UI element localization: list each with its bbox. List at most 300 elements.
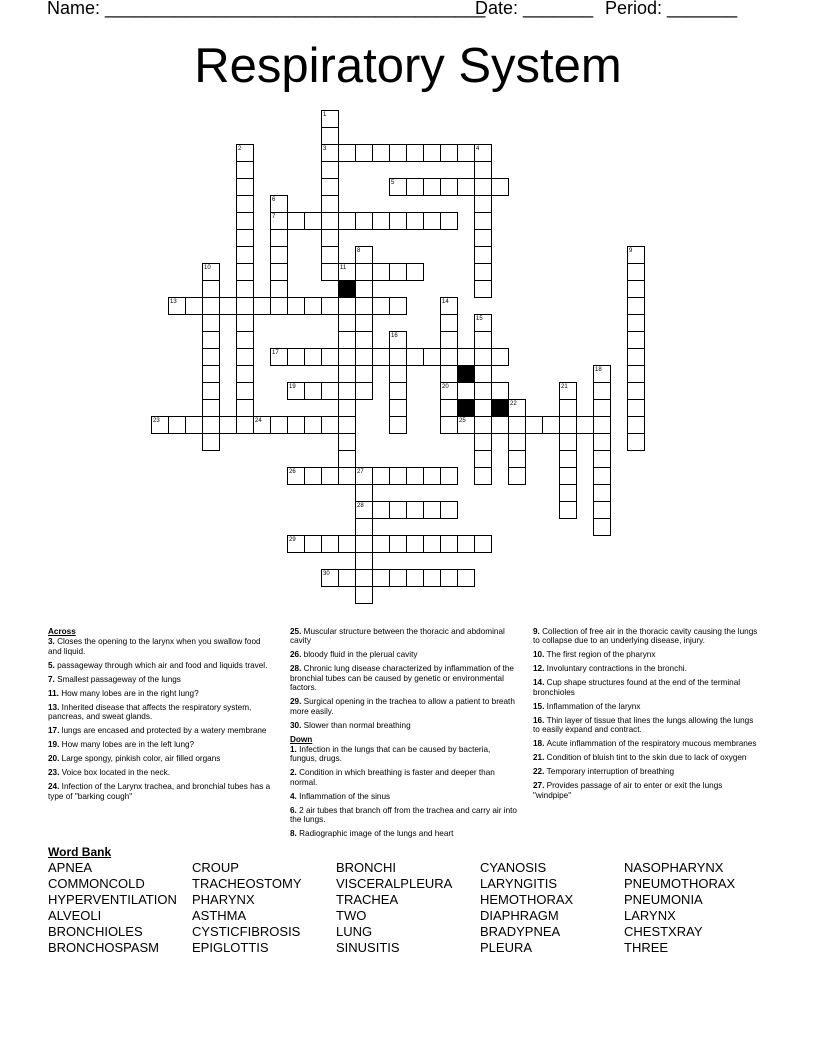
grid-cell[interactable] xyxy=(304,535,322,553)
grid-cell[interactable] xyxy=(474,229,492,247)
grid-cell[interactable] xyxy=(355,365,373,383)
clue-number: 16 xyxy=(391,333,398,339)
grid-cell[interactable] xyxy=(389,297,407,315)
clue-number-label: 6. xyxy=(290,805,300,815)
grid-cell[interactable] xyxy=(236,212,254,230)
grid-cell[interactable] xyxy=(321,382,339,400)
grid-cell[interactable] xyxy=(338,382,356,400)
grid-cell[interactable] xyxy=(355,518,373,536)
clue-number: 4 xyxy=(476,146,480,152)
clue-text: Cup shape structures found at the end of the terminal bronchioles xyxy=(533,678,741,697)
grid-cell[interactable] xyxy=(474,467,492,485)
grid-cell[interactable] xyxy=(627,297,645,315)
grid-cell[interactable] xyxy=(372,535,390,553)
grid-cell[interactable] xyxy=(440,178,458,196)
grid-cell[interactable] xyxy=(440,144,458,162)
clue-number: 6 xyxy=(272,197,276,203)
grid-cell[interactable] xyxy=(593,484,611,502)
grid-cell[interactable] xyxy=(236,314,254,332)
grid-cell[interactable] xyxy=(236,263,254,281)
clue-number-label: 2. xyxy=(290,768,300,778)
grid-cell[interactable] xyxy=(168,416,186,434)
clue-text: Infection of the Larynx trachea, and bronchial tubes has a type of "barking cough" xyxy=(48,782,271,801)
grid-cell[interactable] xyxy=(389,416,407,434)
grid-cell[interactable] xyxy=(219,297,237,315)
grid-cell[interactable] xyxy=(627,433,645,451)
grid-cell[interactable] xyxy=(355,144,373,162)
grid-cell[interactable] xyxy=(219,416,237,434)
grid-cell[interactable] xyxy=(627,263,645,281)
grid-cell[interactable] xyxy=(321,229,339,247)
grid-cell[interactable] xyxy=(236,348,254,366)
grid-cell[interactable] xyxy=(559,501,577,519)
grid-cell[interactable] xyxy=(627,280,645,298)
grid-cell[interactable] xyxy=(236,178,254,196)
grid-cell[interactable] xyxy=(423,348,441,366)
grid-cell[interactable] xyxy=(372,297,390,315)
grid-cell[interactable] xyxy=(355,297,373,315)
grid-cell[interactable] xyxy=(321,195,339,213)
grid-cell[interactable] xyxy=(474,382,492,400)
grid-cell[interactable] xyxy=(559,484,577,502)
grid-cell[interactable] xyxy=(593,450,611,468)
grid-cell[interactable] xyxy=(576,416,594,434)
grid-cell[interactable] xyxy=(202,348,220,366)
word-bank-title: Word Bank xyxy=(48,845,112,859)
grid-cell[interactable] xyxy=(270,263,288,281)
grid-cell[interactable] xyxy=(474,280,492,298)
grid-cell[interactable] xyxy=(593,467,611,485)
grid-cell[interactable] xyxy=(389,501,407,519)
grid-cell[interactable] xyxy=(440,212,458,230)
clue-number-label: 26. xyxy=(290,650,304,660)
grid-cell[interactable] xyxy=(355,552,373,570)
grid-cell[interactable] xyxy=(372,263,390,281)
grid-cell[interactable] xyxy=(321,212,339,230)
clue-number-label: 20. xyxy=(48,754,62,764)
grid-cell[interactable] xyxy=(355,484,373,502)
grid-cell[interactable] xyxy=(321,178,339,196)
grid-cell[interactable] xyxy=(627,365,645,383)
grid-cell[interactable] xyxy=(321,297,339,315)
grid-cell[interactable] xyxy=(304,297,322,315)
word-bank-item: CROUP xyxy=(192,860,239,875)
clue-number: 26 xyxy=(289,469,296,475)
black-square xyxy=(457,365,475,383)
clue-text: Chronic lung disease characterized by inflammation of the bronchial tubes can be caused by genetic or environmental factors. xyxy=(290,664,514,693)
grid-cell[interactable] xyxy=(389,348,407,366)
grid-cell[interactable] xyxy=(236,382,254,400)
grid-cell[interactable] xyxy=(355,569,373,587)
clue-text: Temporary interruption of breathing xyxy=(546,767,675,777)
clue-text: Thin layer of tissue that lines the lungs allowing the lungs to easily expand and contract. xyxy=(533,715,754,735)
grid-cell[interactable] xyxy=(338,467,356,485)
grid-cell[interactable] xyxy=(287,297,305,315)
grid-cell[interactable] xyxy=(593,501,611,519)
grid-cell[interactable] xyxy=(304,348,322,366)
grid-cell[interactable] xyxy=(338,314,356,332)
grid-cell[interactable] xyxy=(457,382,475,400)
grid-cell[interactable] xyxy=(304,382,322,400)
grid-cell[interactable] xyxy=(389,467,407,485)
grid-cell[interactable] xyxy=(270,297,288,315)
grid-cell[interactable] xyxy=(355,348,373,366)
word-bank-item: LARYNX xyxy=(624,908,676,923)
down-clue xyxy=(290,792,518,801)
grid-cell[interactable] xyxy=(491,178,509,196)
grid-cell[interactable] xyxy=(185,416,203,434)
across-clue xyxy=(48,782,276,801)
grid-cell[interactable] xyxy=(236,399,254,417)
grid-cell[interactable] xyxy=(338,348,356,366)
word-bank-item: SINUSITIS xyxy=(336,940,400,955)
grid-cell[interactable] xyxy=(338,535,356,553)
grid-cell[interactable] xyxy=(423,178,441,196)
grid-cell[interactable] xyxy=(236,365,254,383)
across-clue xyxy=(48,740,276,749)
grid-cell[interactable] xyxy=(355,314,373,332)
clue-text: Large spongy, pinkish color, air filled organs xyxy=(61,754,221,764)
grid-cell[interactable] xyxy=(474,331,492,349)
across-clue xyxy=(48,768,276,777)
clue-number-label: 29. xyxy=(290,697,304,707)
grid-cell[interactable] xyxy=(491,348,509,366)
grid-cell[interactable] xyxy=(474,161,492,179)
clue-text: Collection of free air in the thoracic cavity causing the lungs to collapse due to an underlying disease, injury. xyxy=(533,627,758,646)
clue-number-label: 1. xyxy=(290,745,300,755)
grid-cell[interactable] xyxy=(270,416,288,434)
grid-cell[interactable] xyxy=(287,416,305,434)
clue-number-label: 3. xyxy=(48,637,58,647)
grid-cell[interactable] xyxy=(406,144,424,162)
grid-cell[interactable] xyxy=(338,416,356,434)
grid-cell[interactable] xyxy=(321,535,339,553)
grid-cell[interactable] xyxy=(593,399,611,417)
grid-cell[interactable] xyxy=(474,348,492,366)
grid-cell[interactable] xyxy=(236,331,254,349)
grid-cell[interactable] xyxy=(372,569,390,587)
across-clue xyxy=(290,664,518,692)
clue-text: Inflammation of the sinus xyxy=(299,791,391,801)
date-field-label[interactable]: Date: _______ xyxy=(475,0,594,18)
grid-cell[interactable] xyxy=(202,416,220,434)
grid-cell[interactable] xyxy=(440,365,458,383)
clue-number: 13 xyxy=(170,299,177,305)
grid-cell[interactable] xyxy=(508,450,526,468)
word-bank-item: CYANOSIS xyxy=(480,860,547,875)
grid-cell[interactable] xyxy=(372,144,390,162)
clue-number-label: 21. xyxy=(533,753,547,763)
grid-cell[interactable] xyxy=(508,416,526,434)
clue-text: Provides passage of air to enter or exit the lungs "windpipe" xyxy=(533,781,723,800)
clue-number: 18 xyxy=(595,367,602,373)
across-clue xyxy=(48,703,276,722)
clue-number: 11 xyxy=(340,265,347,271)
across-clue xyxy=(290,650,518,659)
clue-text: Slower than normal breathing xyxy=(303,720,411,730)
grid-cell[interactable] xyxy=(287,348,305,366)
across-clue xyxy=(290,697,518,716)
grid-cell[interactable] xyxy=(372,501,390,519)
clue-number: 14 xyxy=(442,299,449,305)
grid-cell[interactable] xyxy=(474,178,492,196)
grid-cell[interactable] xyxy=(508,433,526,451)
word-bank-item: EPIGLOTTIS xyxy=(192,940,269,955)
grid-cell[interactable] xyxy=(338,297,356,315)
grid-cell[interactable] xyxy=(457,535,475,553)
grid-cell[interactable] xyxy=(491,382,509,400)
clue-number-label: 30. xyxy=(290,720,304,730)
clue-number-label: 28. xyxy=(290,664,304,674)
grid-cell[interactable] xyxy=(593,518,611,536)
grid-cell[interactable] xyxy=(253,297,271,315)
grid-cell[interactable] xyxy=(372,212,390,230)
grid-cell[interactable] xyxy=(236,416,254,434)
grid-cell[interactable] xyxy=(321,263,339,281)
grid-cell[interactable] xyxy=(270,229,288,247)
grid-cell[interactable] xyxy=(474,263,492,281)
clue-number: 25 xyxy=(459,418,466,424)
grid-cell[interactable] xyxy=(440,501,458,519)
grid-cell[interactable] xyxy=(202,280,220,298)
grid-cell[interactable] xyxy=(236,280,254,298)
word-bank-item: PNEUMOTHORAX xyxy=(624,876,736,891)
grid-cell[interactable] xyxy=(321,246,339,264)
clue-text: Condition in which breathing is faster and deeper than normal. xyxy=(290,768,495,787)
clue-number: 12 xyxy=(340,282,347,288)
grid-cell[interactable] xyxy=(389,263,407,281)
grid-cell[interactable] xyxy=(389,569,407,587)
grid-cell[interactable] xyxy=(559,433,577,451)
across-clue xyxy=(48,637,276,656)
grid-cell[interactable] xyxy=(542,416,560,434)
clue-number: 22 xyxy=(510,401,517,407)
grid-cell[interactable] xyxy=(593,433,611,451)
grid-cell[interactable] xyxy=(474,246,492,264)
grid-cell[interactable] xyxy=(406,348,424,366)
clue-number-label: 5. xyxy=(48,660,58,670)
grid-cell[interactable] xyxy=(474,365,492,383)
grid-cell[interactable] xyxy=(423,212,441,230)
clue-number-label: 14. xyxy=(533,678,547,688)
grid-cell[interactable] xyxy=(474,433,492,451)
grid-cell[interactable] xyxy=(559,416,577,434)
down-clue xyxy=(290,768,518,787)
down-clue xyxy=(533,753,761,762)
clue-number: 19 xyxy=(289,384,296,390)
grid-cell[interactable] xyxy=(321,467,339,485)
grid-cell[interactable] xyxy=(236,246,254,264)
word-bank-item: TWO xyxy=(336,908,367,923)
grid-cell[interactable] xyxy=(423,535,441,553)
grid-cell[interactable] xyxy=(202,297,220,315)
grid-cell[interactable] xyxy=(202,365,220,383)
clue-text: How many lobes are in the left lung? xyxy=(61,740,195,750)
clue-text: Closes the opening to the larynx when you swallow food and liquid. xyxy=(48,637,261,656)
word-bank-item: HEMOTHORAX xyxy=(480,892,574,907)
grid-cell[interactable] xyxy=(202,331,220,349)
grid-cell[interactable] xyxy=(355,263,373,281)
across-clue xyxy=(48,661,276,670)
grid-cell[interactable] xyxy=(389,399,407,417)
grid-cell[interactable] xyxy=(355,280,373,298)
name-field-label[interactable]: Name: ______________________________________ xyxy=(47,0,486,18)
period-field-label[interactable]: Period: _______ xyxy=(605,0,738,18)
grid-cell[interactable] xyxy=(457,569,475,587)
grid-cell[interactable] xyxy=(508,467,526,485)
across-clue xyxy=(290,721,518,730)
grid-cell[interactable] xyxy=(338,569,356,587)
grid-cell[interactable] xyxy=(338,365,356,383)
grid-cell[interactable] xyxy=(559,399,577,417)
grid-cell[interactable] xyxy=(440,569,458,587)
clue-number-label: 7. xyxy=(48,674,58,684)
clue-text: Muscular structure between the thoracic and abdominal cavity xyxy=(290,627,505,646)
grid-cell[interactable] xyxy=(474,195,492,213)
clue-text: lungs are encased and protected by a watery membrane xyxy=(61,726,267,736)
grid-cell[interactable] xyxy=(406,535,424,553)
clue-number-label: 15. xyxy=(533,701,547,711)
grid-cell[interactable] xyxy=(338,212,356,230)
grid-cell[interactable] xyxy=(338,331,356,349)
grid-cell[interactable] xyxy=(440,399,458,417)
grid-cell[interactable] xyxy=(304,212,322,230)
across-clue xyxy=(48,675,276,684)
grid-cell[interactable] xyxy=(270,280,288,298)
grid-cell[interactable] xyxy=(389,212,407,230)
grid-cell[interactable] xyxy=(406,467,424,485)
grid-cell[interactable] xyxy=(185,297,203,315)
grid-cell[interactable] xyxy=(440,416,458,434)
clue-number: 24 xyxy=(255,418,262,424)
grid-cell[interactable] xyxy=(236,229,254,247)
grid-cell[interactable] xyxy=(355,586,373,604)
grid-cell[interactable] xyxy=(593,416,611,434)
grid-cell[interactable] xyxy=(627,382,645,400)
grid-cell[interactable] xyxy=(525,416,543,434)
grid-cell[interactable] xyxy=(474,212,492,230)
clue-number: 15 xyxy=(476,316,483,322)
grid-cell[interactable] xyxy=(338,399,356,417)
clue-number-label: 24. xyxy=(48,782,62,792)
grid-cell[interactable] xyxy=(236,195,254,213)
grid-cell[interactable] xyxy=(202,314,220,332)
grid-cell[interactable] xyxy=(236,297,254,315)
clues-column-2 xyxy=(290,627,518,843)
grid-cell[interactable] xyxy=(440,331,458,349)
grid-cell[interactable] xyxy=(202,399,220,417)
word-bank-item: PLEURA xyxy=(480,940,533,955)
grid-cell[interactable] xyxy=(287,212,305,230)
grid-cell[interactable] xyxy=(457,178,475,196)
grid-cell[interactable] xyxy=(440,348,458,366)
down-clue xyxy=(533,739,761,748)
word-bank-item: HYPERVENTILATION xyxy=(48,892,177,907)
black-square xyxy=(457,399,475,417)
grid-cell[interactable] xyxy=(389,382,407,400)
word-bank-item: CHESTXRAY xyxy=(624,924,703,939)
grid-cell[interactable] xyxy=(389,535,407,553)
grid-cell[interactable] xyxy=(321,348,339,366)
grid-cell[interactable] xyxy=(627,314,645,332)
grid-cell[interactable] xyxy=(627,331,645,349)
grid-cell[interactable] xyxy=(389,365,407,383)
grid-cell[interactable] xyxy=(406,569,424,587)
grid-cell[interactable] xyxy=(491,416,509,434)
grid-cell[interactable] xyxy=(372,467,390,485)
grid-cell[interactable] xyxy=(440,467,458,485)
grid-cell[interactable] xyxy=(321,416,339,434)
down-heading: Down xyxy=(290,734,313,744)
grid-cell[interactable] xyxy=(202,382,220,400)
word-bank-item: TRACHEOSTOMY xyxy=(192,876,302,891)
grid-cell[interactable] xyxy=(423,467,441,485)
grid-cell[interactable] xyxy=(559,467,577,485)
grid-cell[interactable] xyxy=(593,382,611,400)
clue-text: Infection in the lungs that can be caused by bacteria, fungus, drugs. xyxy=(290,745,491,764)
grid-cell[interactable] xyxy=(355,331,373,349)
clue-number-label: 19. xyxy=(48,740,62,750)
grid-cell[interactable] xyxy=(389,144,407,162)
grid-cell[interactable] xyxy=(406,178,424,196)
grid-cell[interactable] xyxy=(474,399,492,417)
grid-cell[interactable] xyxy=(457,348,475,366)
word-bank-item: BRONCHI xyxy=(336,860,396,875)
clue-text: passageway through which air and food and liquids travel. xyxy=(57,660,268,670)
grid-cell[interactable] xyxy=(423,569,441,587)
grid-cell[interactable] xyxy=(627,416,645,434)
grid-cell[interactable] xyxy=(406,263,424,281)
clue-number: 9 xyxy=(629,248,633,254)
grid-cell[interactable] xyxy=(474,416,492,434)
grid-cell[interactable] xyxy=(457,144,475,162)
grid-cell[interactable] xyxy=(440,535,458,553)
grid-cell[interactable] xyxy=(406,501,424,519)
grid-cell[interactable] xyxy=(423,501,441,519)
grid-cell[interactable] xyxy=(559,450,577,468)
grid-cell[interactable] xyxy=(270,246,288,264)
grid-cell[interactable] xyxy=(321,161,339,179)
down-clue xyxy=(533,781,761,800)
grid-cell[interactable] xyxy=(372,348,390,366)
grid-cell[interactable] xyxy=(355,535,373,553)
down-clues-column-3 xyxy=(533,627,761,805)
grid-cell[interactable] xyxy=(355,212,373,230)
grid-cell[interactable] xyxy=(406,212,424,230)
word-bank-item: LUNG xyxy=(336,924,373,939)
clue-number-label: 16. xyxy=(533,715,547,725)
across-clue xyxy=(48,754,276,763)
grid-cell[interactable] xyxy=(304,416,322,434)
grid-cell[interactable] xyxy=(474,535,492,553)
grid-cell[interactable] xyxy=(338,144,356,162)
grid-cell[interactable] xyxy=(627,348,645,366)
grid-cell[interactable] xyxy=(338,433,356,451)
clue-text: How many lobes are in the right lung? xyxy=(61,688,199,698)
grid-cell[interactable] xyxy=(338,450,356,468)
grid-cell[interactable] xyxy=(423,144,441,162)
grid-cell[interactable] xyxy=(355,382,373,400)
grid-cell[interactable] xyxy=(202,433,220,451)
grid-cell[interactable] xyxy=(321,127,339,145)
grid-cell[interactable] xyxy=(474,450,492,468)
down-clue xyxy=(533,650,761,659)
grid-cell[interactable] xyxy=(304,467,322,485)
grid-cell[interactable] xyxy=(440,314,458,332)
down-clue xyxy=(533,627,761,646)
grid-cell[interactable] xyxy=(236,161,254,179)
grid-cell[interactable] xyxy=(627,399,645,417)
